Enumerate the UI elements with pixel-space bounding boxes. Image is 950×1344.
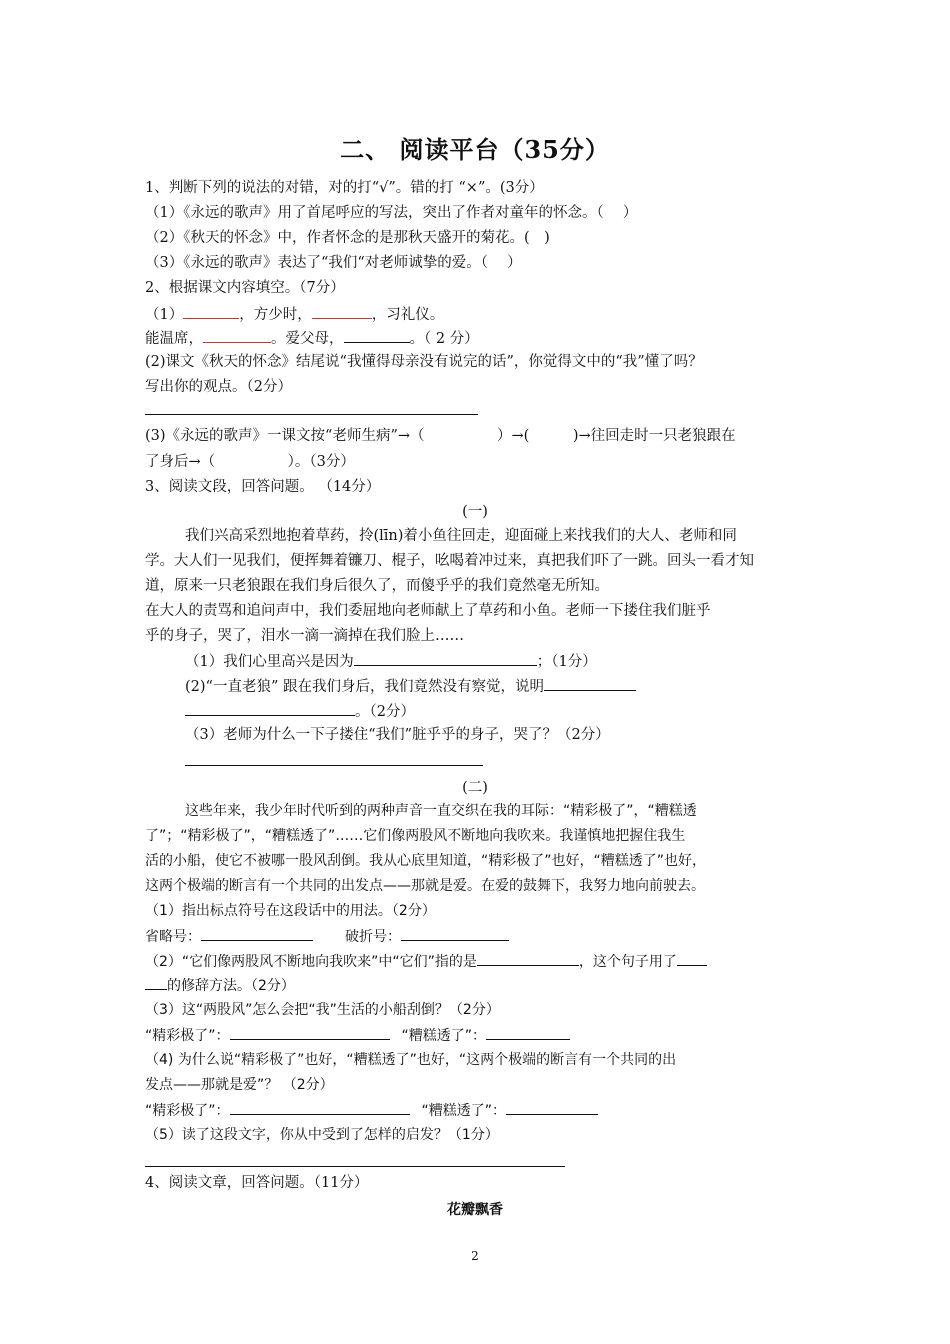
answer-line[interactable]	[185, 765, 483, 766]
passage-1-line: 在大人的责骂和追问声中，我们委屈地向老师献上了草药和小鱼。老师一下搂住我们脏乎	[145, 603, 711, 619]
q3-t2-cont	[145, 975, 295, 996]
answer-blank[interactable]	[201, 926, 313, 941]
answer-blank[interactable]	[677, 951, 707, 966]
answer-blank[interactable]	[401, 926, 509, 941]
answer-blank[interactable]	[185, 701, 355, 716]
q3-t2	[145, 951, 707, 972]
q2-part3-line2: 了身后→（ ）。（3分）	[145, 454, 355, 470]
answer-line[interactable]	[145, 1166, 565, 1167]
answer-blank[interactable]	[230, 1025, 390, 1040]
q2-part2-line2: 写出你的观点。（2分）	[145, 379, 292, 395]
q3-t2-text: （2）“它们像两股风不断地向我吹来”中“它们”指的是	[145, 954, 477, 970]
answer-blank[interactable]	[506, 1100, 598, 1115]
answer-blank[interactable]	[344, 328, 410, 343]
q2-part2-line1: (2)课文《秋天的怀念》结尾说“我懂得母亲没有说完的话”，你觉得文中的“我”懂了吗？	[145, 354, 703, 370]
q3-t3-answers	[145, 1025, 570, 1046]
answer-blank[interactable]	[145, 975, 167, 990]
passage-1-line: 我们兴高采烈地抱着草药，拎(līn)着小鱼往回走，迎面碰上来找我们的大人、老师和同	[185, 528, 737, 544]
q3-t5: （5）读了这段文字，你从中受到了怎样的启发？（1分）	[145, 1127, 499, 1143]
q3-heading: 3、阅读文段，回答问题。 （14分）	[145, 479, 381, 495]
passage-1-line: 乎的身子，哭了，泪水一滴一滴掉在我们脸上……	[145, 628, 464, 644]
q2-fill-line-2	[145, 328, 479, 349]
q3-t2-end: 的修辞方法。（2分）	[167, 978, 295, 994]
q3-t4-line2: 发点——那就是爱”？ （2分）	[145, 1077, 334, 1093]
passage-1-line: 道，原来一只老狼跟在我们身后很久了，而傻乎乎的我们竟然毫无所知。	[145, 578, 609, 594]
answer-blank[interactable]	[230, 1100, 410, 1115]
q3-t4-answers	[145, 1100, 598, 1121]
section-1-label: (一)	[462, 504, 488, 520]
wonderful-label: “精彩极了”：	[145, 1103, 230, 1119]
answer-blank[interactable]	[544, 676, 636, 691]
q3-sub1	[185, 651, 597, 672]
article-title: 花瓣飘香	[447, 1202, 503, 1218]
q2-heading: 2、根据课文内容填空。（7分）	[145, 280, 345, 296]
q3-sub3: （3）老师为什么一下子搂住“我们”脏乎乎的身子，哭了？（2分）	[185, 727, 610, 743]
answer-line[interactable]	[145, 414, 478, 415]
passage-2-line: 这两个极端的断言有一个共同的出发点——那就是爱。在爱的鼓舞下，我努力地向前驶去。	[145, 878, 705, 894]
q2-l1-prefix: （1）	[145, 307, 184, 323]
terrible-label: “糟糕透了”：	[421, 1103, 507, 1119]
q2-l2-end: 。（ 2 分）	[409, 331, 479, 347]
q2-l2-mid: 。爱父母，	[271, 331, 344, 347]
q1-heading: 1、判断下列的说法的对错，对的打“√”。错的打 “×”。(3分）	[145, 180, 544, 196]
q2-l1-mid: ，方少时，	[239, 307, 312, 323]
q2-l1-end: ，习礼仪。	[371, 307, 445, 323]
q3-t1: （1）指出标点符号在这段话中的用法。（2分）	[145, 903, 436, 919]
page-number: 2	[471, 1249, 479, 1263]
dash-label: 破折号：	[345, 929, 401, 945]
q3-sub1-text: （1）我们心里高兴是因为	[185, 654, 354, 670]
q2-l2-prefix: 能温席，	[145, 331, 203, 347]
wonderful-label: “精彩极了”：	[145, 1028, 230, 1044]
answer-blank[interactable]	[477, 951, 579, 966]
q3-t2-mid: ，这个句子用了	[578, 954, 677, 970]
section-2-label: (二)	[462, 780, 488, 796]
q1-item-2: （2）《秋天的怀念》中，作者怀念的是那秋天盛开的菊花。( )	[145, 230, 550, 246]
q4-heading: 4、阅读文章，回答问题。（11分）	[145, 1175, 369, 1191]
terrible-label: “糟糕透了”：	[401, 1028, 487, 1044]
q1-item-3: （3）《永远的歌声》表达了“我们“对老师诚挚的爱。（ ）	[145, 255, 522, 271]
passage-2-line: 这些年来，我少年时代听到的两种声音一直交织在我的耳际：“精彩极了”，“糟糕透	[185, 803, 697, 819]
answer-blank[interactable]	[183, 304, 239, 319]
answer-blank[interactable]	[486, 1025, 570, 1040]
q3-t1-answers	[145, 926, 509, 947]
ellipsis-label: 省略号：	[145, 929, 201, 945]
q3-sub2-text: (2)“一直老狼” 跟在我们身后，我们竟然没有察觉，说明	[185, 679, 544, 695]
passage-2-line: 活的小船，使它不被哪一股风刮倒。我从心底里知道，“精彩极了”也好，“糟糕透了”也好，	[145, 853, 707, 869]
q3-t4-line1: （4) 为什么说“精彩极了”也好，“糟糕透了”也好，“这两个极端的断言有一个共同的出	[145, 1052, 677, 1068]
answer-blank[interactable]	[312, 304, 372, 319]
passage-1-line: 学。大人们一见我们，便挥舞着镰刀、棍子，吆喝着冲过来，真把我们吓了一跳。回头一看才知	[145, 553, 754, 569]
section-title: 二、 阅读平台（35分）	[340, 135, 610, 164]
q3-sub2-cont	[185, 701, 415, 722]
passage-2-line: 了”；“精彩极了”，“糟糕透了”……它们像两股风不断地向我吹来。我谨慎地把握住我生	[145, 828, 686, 844]
q2-fill-line-1	[145, 304, 444, 325]
q3-t3: （3）这“两股风”怎么会把“我”生活的小船刮倒？（2分）	[145, 1002, 500, 1018]
q3-sub2-end: 。（2分）	[355, 704, 415, 720]
answer-blank[interactable]	[203, 328, 271, 343]
answer-blank[interactable]	[354, 651, 537, 666]
q1-item-1: （1）《永远的歌声》用了首尾呼应的写法，突出了作者对童年的怀念。（ ）	[145, 205, 638, 221]
q3-sub2	[185, 676, 636, 697]
q2-part3-line1: (3)《永远的歌声》一课文按“老师生病”→（ ）→( )→往回走时一只老狼跟在	[145, 428, 736, 444]
q3-sub1-end: ；（1分）	[536, 654, 597, 670]
